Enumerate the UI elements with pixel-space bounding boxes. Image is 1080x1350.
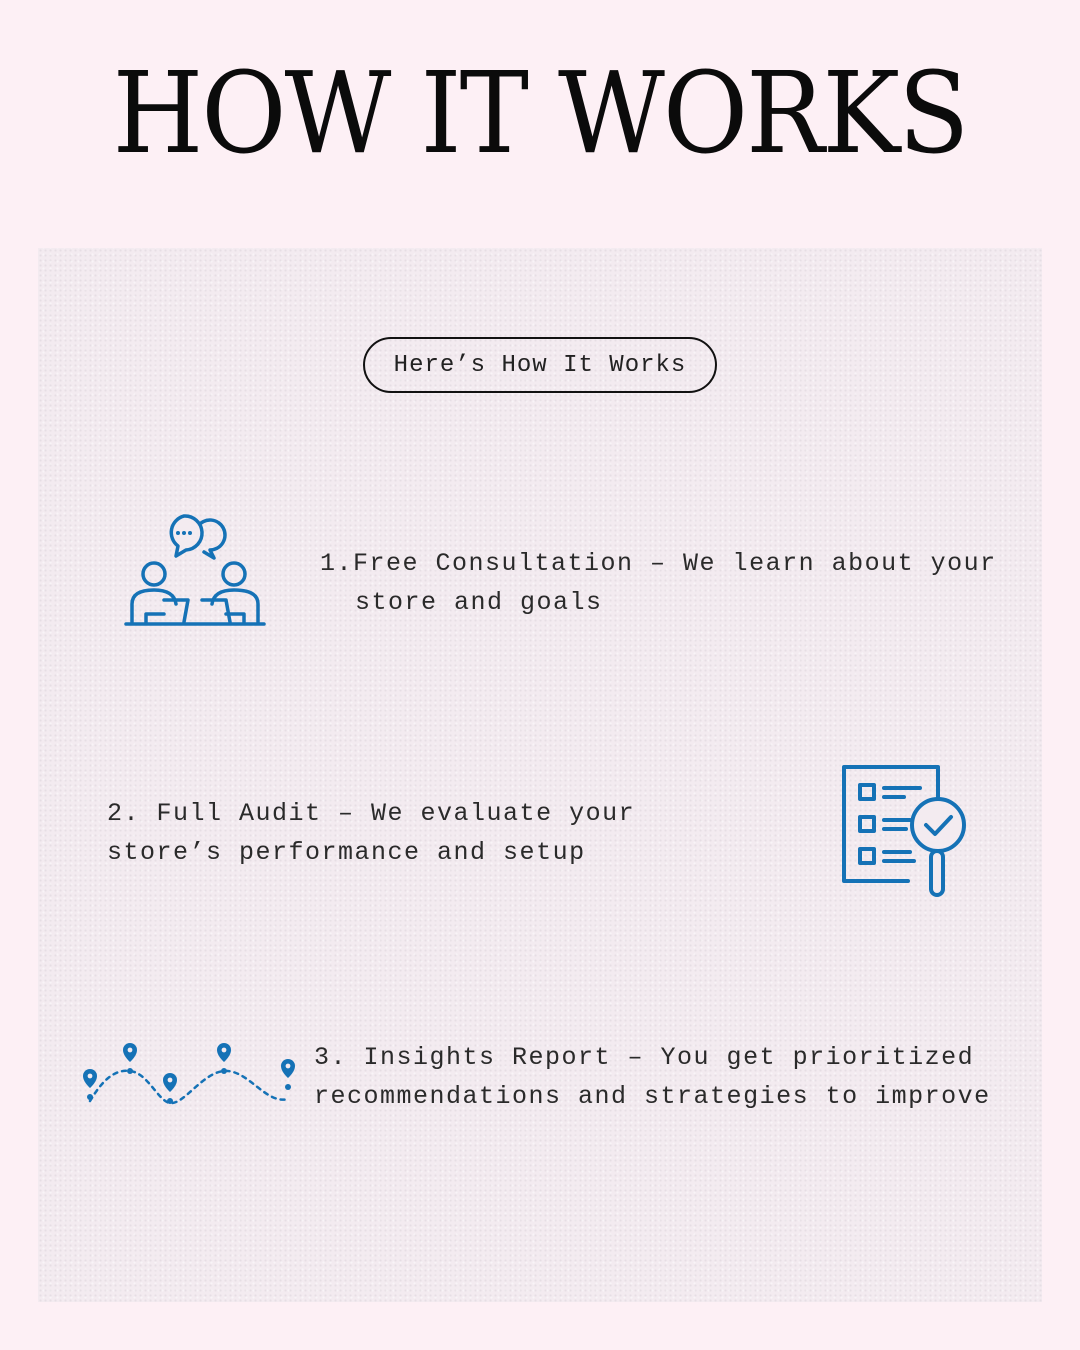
step-consultation: 1.Free Consultation – We learn about your store and goals bbox=[320, 549, 997, 617]
how-it-works-pill bbox=[363, 337, 717, 393]
step-insights-report: 3. Insights Report – You get prioritized recommendations and strategies to improve bbox=[314, 1043, 991, 1111]
pill-label: Here’s How It Works bbox=[393, 351, 687, 379]
audit-checklist-icon bbox=[840, 763, 974, 903]
page-title: HOW IT WORKS bbox=[112, 47, 968, 179]
step-audit: 2. Full Audit – We evaluate your store’s performance and setup bbox=[107, 799, 636, 867]
route-map-icon bbox=[78, 1041, 302, 1111]
content-panel bbox=[38, 248, 1042, 1302]
consultation-icon bbox=[124, 512, 268, 636]
